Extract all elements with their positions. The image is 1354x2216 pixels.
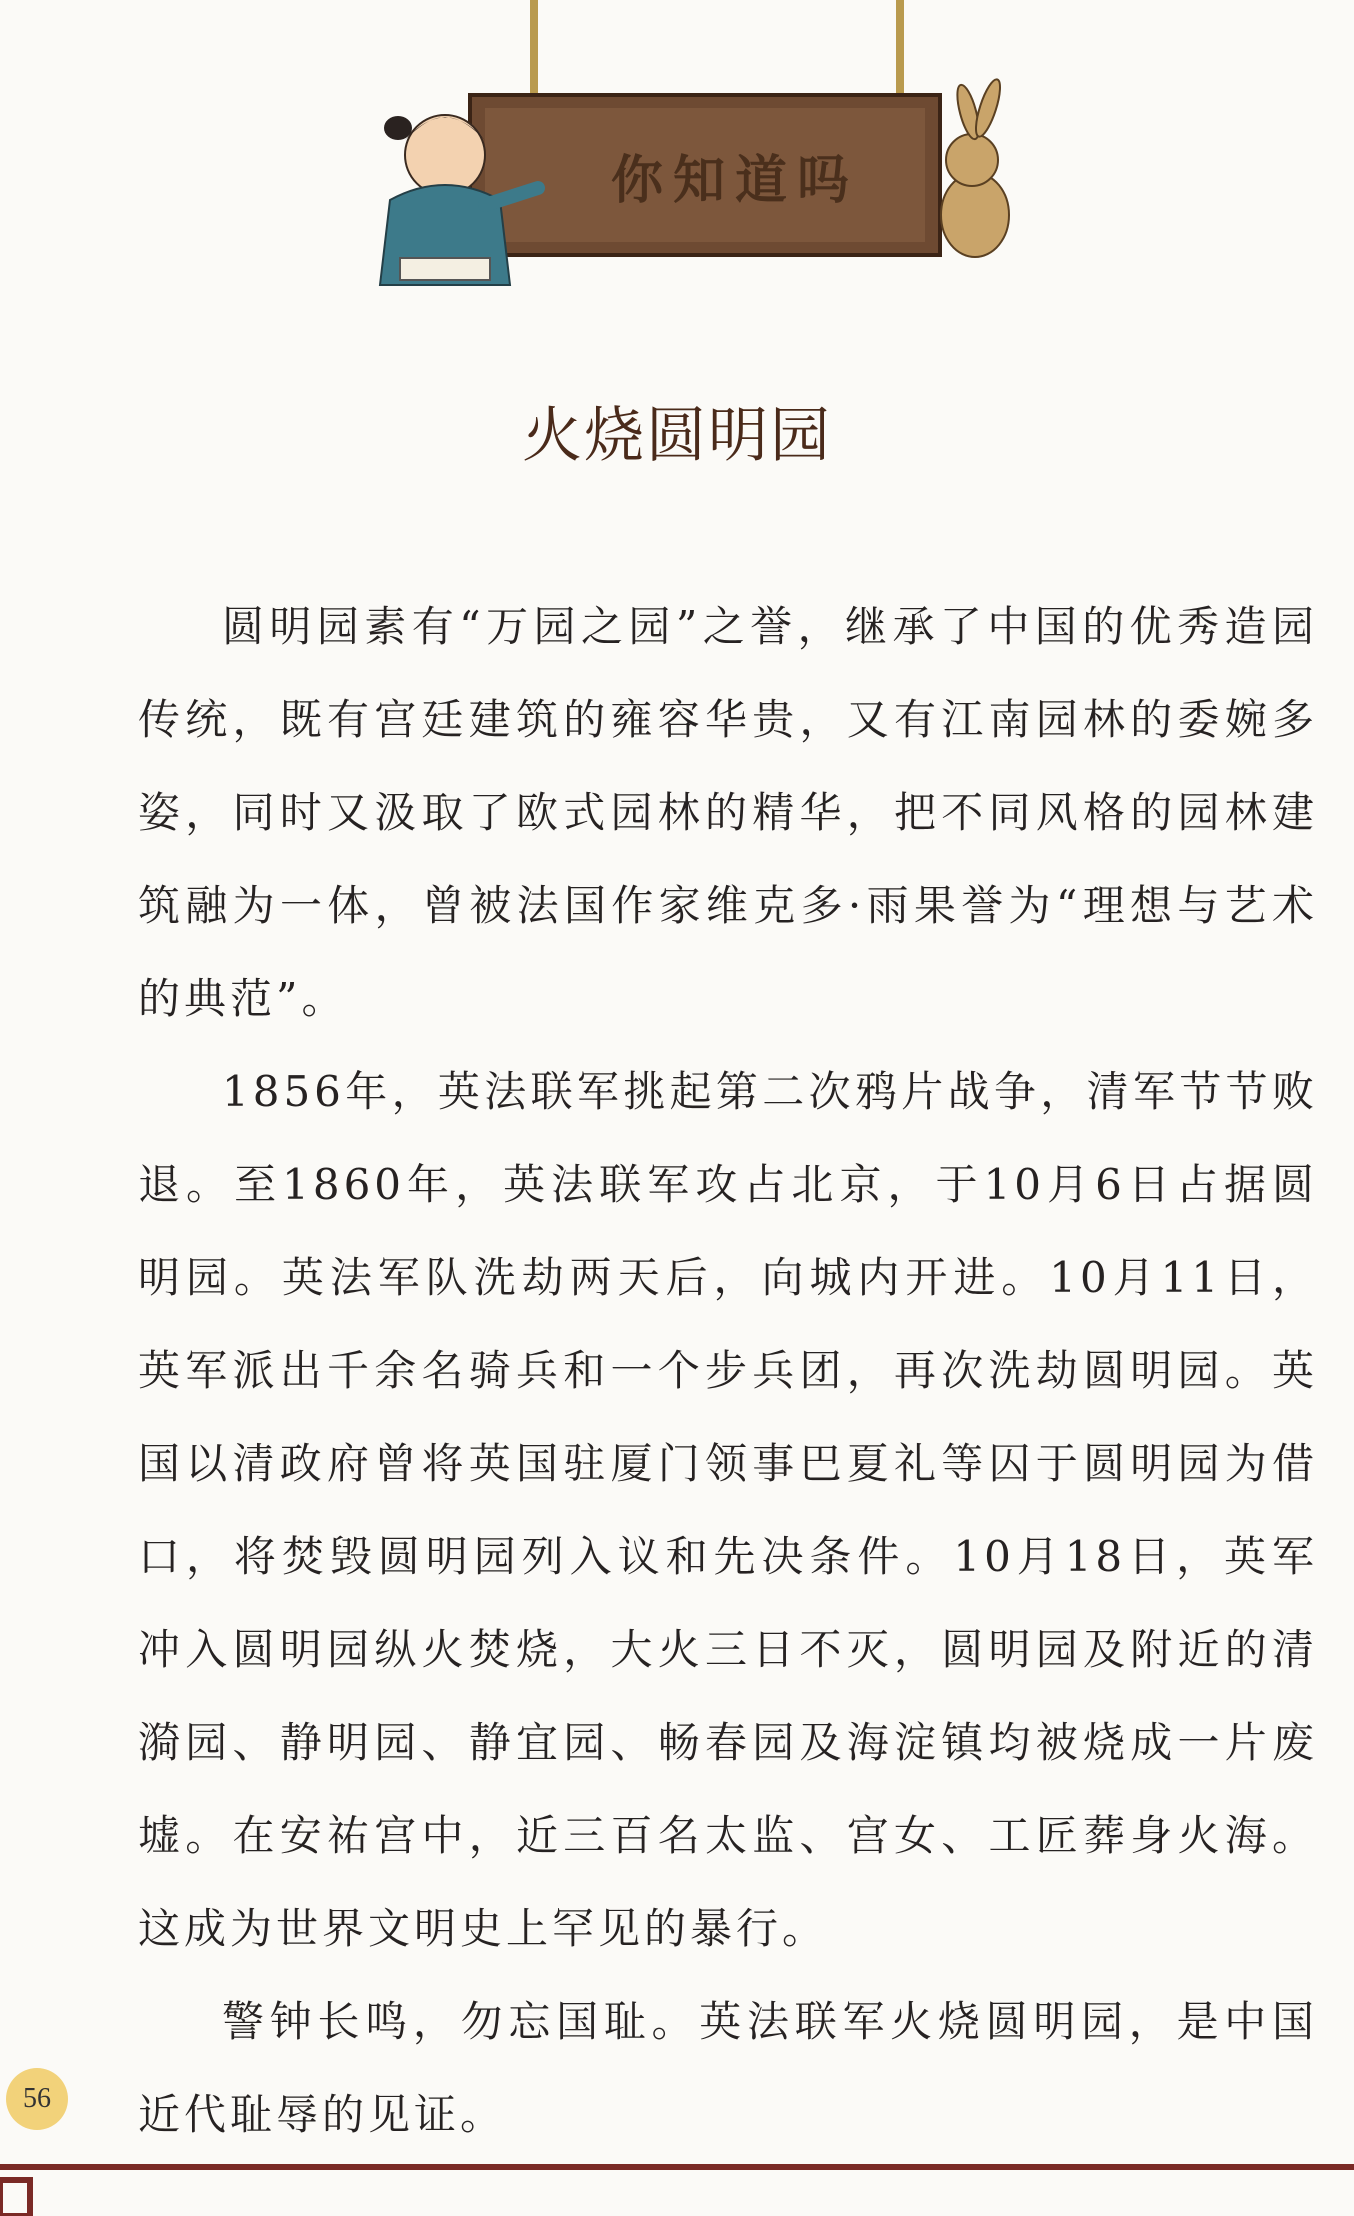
footer-decoration xyxy=(0,2150,1354,2216)
paragraph: 警钟长鸣，勿忘国耻。英法联军火烧圆明园，是中国近代耻辱的见证。 xyxy=(138,1997,1318,2139)
article-title: 火烧圆明园 xyxy=(522,401,832,471)
article-body xyxy=(138,580,1318,2161)
rabbit-icon xyxy=(941,77,1009,257)
sign-label: 你知道吗 xyxy=(610,150,859,211)
paragraph: 圆明园素有“万园之园”之誉，继承了中国的优秀造园传统，既有宫廷建筑的雍容华贵，又有江南园林的委婉多姿，同时又汲取了欧式园林的精华，把不同风格的园林建筑融为一体，曾被法国作家维克多·雨果誉为“理想与艺术的典范”。 xyxy=(138,602,1318,1023)
paragraph: 1856年，英法联军挑起第二次鸦片战争，清军节节败退。至1860年，英法联军攻占北京，于10月6日占据圆明园。英法军队洗劫两天后，向城内开进。10月11日，英军派出千余名骑兵和一个步兵团，再次洗劫圆明园。英国以清政府曾将英国驻厦门领事巴夏礼等囚于圆明园为借口，将焚毁圆明园列入议和先决条件。10月18日，英军冲入圆明园纵火焚烧，大火三日不灭，圆明园及附近的清漪园、静明园、静宜园、畅春园及海淀镇均被烧成一片废墟。在安祐宫中，近三百名太监、宫女、工匠葬身火海。这成为世界文明史上罕见的暴行。 xyxy=(138,1067,1318,1953)
page-number: 56 xyxy=(23,2083,51,2114)
page-number-badge xyxy=(6,2068,68,2130)
